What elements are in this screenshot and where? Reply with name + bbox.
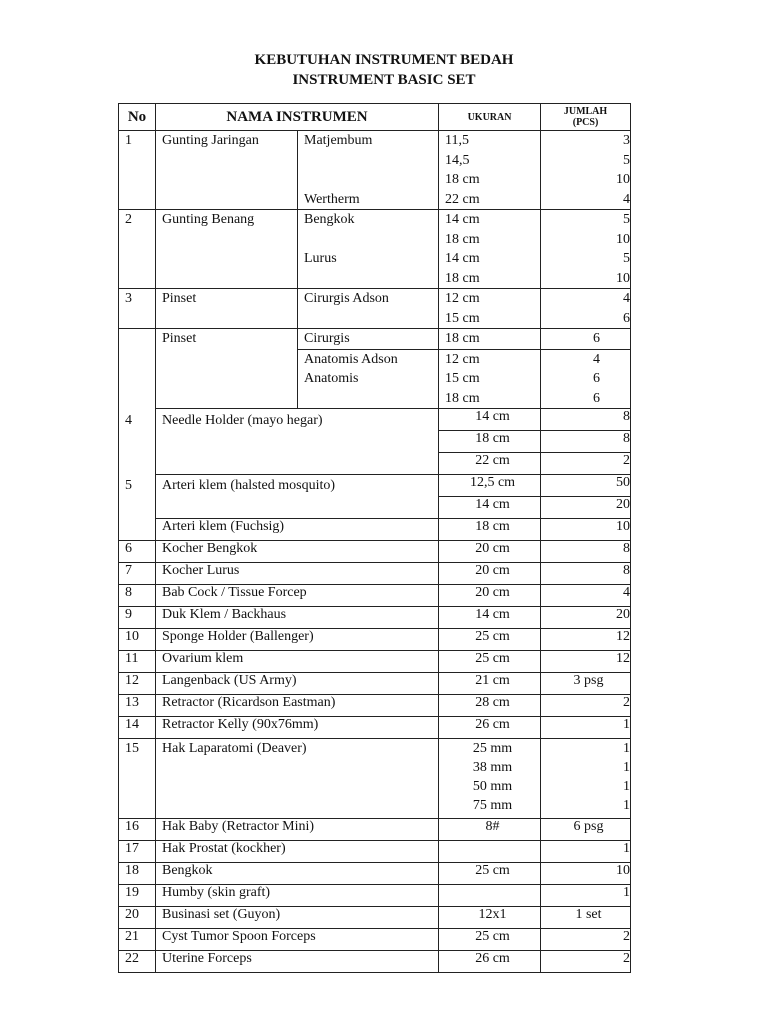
instrument-name: Duk Klem / Backhaus — [156, 607, 439, 629]
table-row — [119, 475, 631, 497]
row-number: 3 — [119, 289, 156, 329]
table-row — [119, 563, 631, 585]
instrument-name: Kocher Bengkok — [156, 541, 439, 563]
row-number: 9 — [119, 607, 156, 629]
title-line-1: KEBUTUHAN INSTRUMENT BEDAH — [254, 52, 514, 68]
instrument-size: 25 cm — [439, 629, 541, 651]
instrument-name: Bengkok — [156, 863, 439, 885]
row-number: 5 — [119, 475, 156, 541]
table-row — [119, 409, 631, 431]
table-row — [119, 629, 631, 651]
instrument-qty: 12 — [541, 651, 631, 673]
instrument-qty: 3 5 10 4 — [541, 131, 631, 210]
instrument-size — [439, 841, 541, 863]
table-row — [119, 210, 631, 289]
row-number: 21 — [119, 929, 156, 951]
row-number: 14 — [119, 717, 156, 739]
instrument-size: 14 cm — [439, 607, 541, 629]
instrument-qty: 1 set — [541, 907, 631, 929]
row-number: 6 — [119, 541, 156, 563]
header-nama-instrumen: NAMA INSTRUMEN — [156, 104, 439, 131]
instrument-size: 20 cm — [439, 563, 541, 585]
instrument-qty: 8 — [541, 431, 631, 453]
header-jumlah — [541, 104, 631, 131]
instrument-qty: 8 — [541, 541, 631, 563]
row-number: 1 — [119, 131, 156, 210]
instrument-name: Arteri klem (halsted mosquito) — [156, 475, 439, 519]
instrument-qty: 4 — [541, 585, 631, 607]
document-title — [0, 50, 768, 90]
instrument-qty: 6 psg — [541, 819, 631, 841]
instrument-name: Ovarium klem — [156, 651, 439, 673]
instrument-size: 18 cm — [439, 431, 541, 453]
row-number: 15 — [119, 739, 156, 819]
header-row — [119, 104, 631, 131]
table-row — [119, 695, 631, 717]
instrument-qty: 4 6 — [541, 289, 631, 329]
instrument-qty: 1 — [541, 717, 631, 739]
table-row — [119, 951, 631, 973]
instrument-size: 22 cm — [439, 453, 541, 475]
instrument-name: Arteri klem (Fuchsig) — [156, 519, 439, 541]
row-number: 22 — [119, 951, 156, 973]
instrument-name: Kocher Lurus — [156, 563, 439, 585]
instrument-size: 8# — [439, 819, 541, 841]
instrument-size: 26 cm — [439, 951, 541, 973]
table-row — [119, 329, 631, 409]
table-row — [119, 717, 631, 739]
instrument-size: 20 cm — [439, 541, 541, 563]
instrument-qty: 8 — [541, 409, 631, 431]
row-number: 20 — [119, 907, 156, 929]
table-row — [119, 863, 631, 885]
instrument-size: 14 cm — [439, 497, 541, 519]
instrument-qty: 2 — [541, 695, 631, 717]
table-row — [119, 739, 631, 819]
instrument-name: Hak Laparatomi (Deaver) — [156, 739, 439, 819]
instrument-qty: 2 — [541, 453, 631, 475]
row-number: 8 — [119, 585, 156, 607]
row-number: 12 — [119, 673, 156, 695]
instrument-size — [439, 885, 541, 907]
instrument-size: 12x1 — [439, 907, 541, 929]
instrument-type: Cirurgis Adson — [298, 289, 439, 329]
instrument-qty: 8 — [541, 563, 631, 585]
instrument-size: 20 cm — [439, 585, 541, 607]
table-row — [119, 541, 631, 563]
instrument-qty: 10 — [541, 863, 631, 885]
table-row — [119, 929, 631, 951]
instrument-size: 12,5 cm — [439, 475, 541, 497]
instrument-size: 14 cm — [439, 409, 541, 431]
instrument-name: Humby (skin graft) — [156, 885, 439, 907]
row-number: 4 — [119, 409, 156, 475]
instrument-size: 25 cm — [439, 929, 541, 951]
instrument-size: 18 cm 12 cm 15 cm 18 cm — [439, 329, 541, 409]
row-number: 10 — [119, 629, 156, 651]
table-row — [119, 289, 631, 329]
row-number: 11 — [119, 651, 156, 673]
instrument-size: 14 cm 18 cm 14 cm 18 cm — [439, 210, 541, 289]
header-jumlah-line1: JUMLAH — [563, 106, 608, 117]
row-number: 17 — [119, 841, 156, 863]
instrument-size: 21 cm — [439, 673, 541, 695]
table-row — [119, 907, 631, 929]
instrument-type: Cirurgis Anatomis Adson Anatomis — [298, 329, 439, 409]
instrument-qty: 10 — [541, 519, 631, 541]
instrument-name: Businasi set (Guyon) — [156, 907, 439, 929]
instrument-size: 25 cm — [439, 863, 541, 885]
instrument-qty: 5 10 5 10 — [541, 210, 631, 289]
instrument-qty: 1 — [541, 841, 631, 863]
instrument-name: Pinset — [156, 289, 298, 329]
row-number: 2 — [119, 210, 156, 289]
table-row — [119, 607, 631, 629]
instrument-qty: 1 1 1 1 — [541, 739, 631, 819]
instrument-name: Sponge Holder (Ballenger) — [156, 629, 439, 651]
row-number: 13 — [119, 695, 156, 717]
header-ukuran: UKURAN — [439, 104, 541, 131]
instrument-size: 26 cm — [439, 717, 541, 739]
instrument-qty: 50 — [541, 475, 631, 497]
instrument-size: 25 mm 38 mm 50 mm 75 mm — [439, 739, 541, 819]
instrument-name: Hak Baby (Retractor Mini) — [156, 819, 439, 841]
instrument-qty: 1 — [541, 885, 631, 907]
instrument-qty: 2 — [541, 929, 631, 951]
instrument-name: Retractor (Ricardson Eastman) — [156, 695, 439, 717]
instrument-name: Uterine Forceps — [156, 951, 439, 973]
instrument-qty: 12 — [541, 629, 631, 651]
table-row — [119, 673, 631, 695]
row-number — [119, 329, 156, 409]
instrument-name: Bab Cock / Tissue Forcep — [156, 585, 439, 607]
instrument-qty: 20 — [541, 497, 631, 519]
row-number: 7 — [119, 563, 156, 585]
instrument-qty: 3 psg — [541, 673, 631, 695]
instrument-type: Bengkok Lurus — [298, 210, 439, 289]
instrument-name: Gunting Benang — [156, 210, 298, 289]
table-row — [119, 885, 631, 907]
table-row — [119, 131, 631, 210]
table-row — [119, 841, 631, 863]
instrument-size: 11,5 14,5 18 cm 22 cm — [439, 131, 541, 210]
header-no: No — [119, 104, 156, 131]
instrument-size: 18 cm — [439, 519, 541, 541]
table-row — [119, 819, 631, 841]
row-number: 16 — [119, 819, 156, 841]
instrument-qty: 6 4 6 6 — [541, 329, 631, 409]
table-row — [119, 519, 631, 541]
header-jumlah-line2: (PCS) — [572, 117, 599, 128]
instrument-name: Cyst Tumor Spoon Forceps — [156, 929, 439, 951]
instrument-size: 28 cm — [439, 695, 541, 717]
table-row — [119, 585, 631, 607]
row-number: 18 — [119, 863, 156, 885]
instrument-table — [118, 103, 631, 973]
instrument-name: Retractor Kelly (90x76mm) — [156, 717, 439, 739]
instrument-name: Hak Prostat (kockher) — [156, 841, 439, 863]
instrument-qty: 2 — [541, 951, 631, 973]
instrument-size: 12 cm 15 cm — [439, 289, 541, 329]
row-number: 19 — [119, 885, 156, 907]
instrument-name: Langenback (US Army) — [156, 673, 439, 695]
table-row — [119, 651, 631, 673]
instrument-name: Gunting Jaringan — [156, 131, 298, 210]
instrument-name: Needle Holder (mayo hegar) — [156, 409, 439, 475]
title-line-2: INSTRUMENT BASIC SET — [292, 72, 476, 88]
instrument-name: Pinset — [156, 329, 298, 409]
instrument-type: Matjembum Wertherm — [298, 131, 439, 210]
instrument-qty: 20 — [541, 607, 631, 629]
instrument-size: 25 cm — [439, 651, 541, 673]
